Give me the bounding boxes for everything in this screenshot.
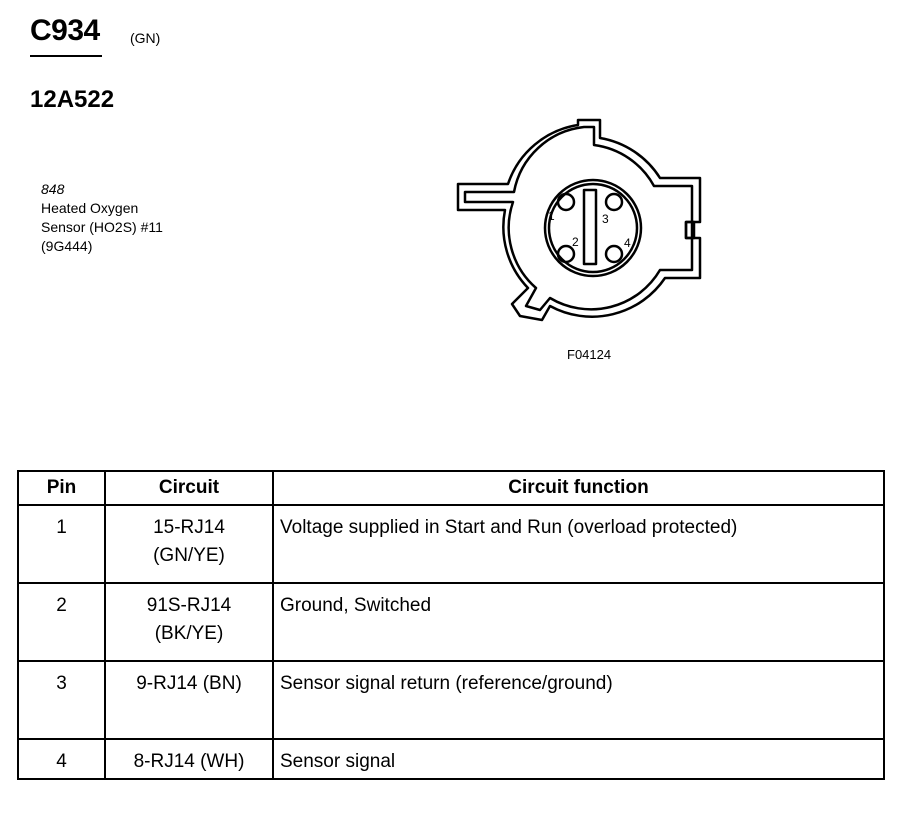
function-cell: Sensor signal return (reference/ground)	[273, 661, 884, 739]
pin-1	[558, 194, 574, 210]
connector-face-diagram	[450, 110, 710, 340]
table-row	[18, 661, 884, 739]
connector-color: (GN)	[130, 30, 161, 46]
part-number: 12A522	[30, 86, 115, 113]
circuit-cell	[105, 661, 273, 739]
pin-cell: 3	[18, 661, 105, 739]
function-cell: Ground, Switched	[273, 583, 884, 661]
component-name-line1: Heated Oxygen	[41, 200, 139, 216]
pin-label-3: 3	[602, 212, 609, 226]
circuit-id: 9-RJ14 (BN)	[136, 673, 242, 694]
pin-cavity-ring-inner	[549, 184, 637, 272]
pin-cell: 2	[18, 583, 105, 661]
function-cell: Voltage supplied in Start and Run (overload protected)	[273, 505, 884, 583]
pin-4	[606, 246, 622, 262]
table-row	[18, 739, 884, 779]
circuit-cell	[105, 739, 273, 779]
circuit-id: 15-RJ14	[153, 517, 225, 538]
pin-label-4: 4	[624, 236, 631, 250]
table-header-row	[18, 471, 884, 505]
pin-cell: 4	[18, 739, 105, 779]
function-cell: Sensor signal	[273, 739, 884, 779]
circuit-cell	[105, 583, 273, 661]
header-pin: Pin	[18, 471, 105, 505]
pin-cavity-ring	[545, 180, 641, 276]
connector-housing-outline	[458, 120, 700, 320]
header-circuit-function: Circuit function	[273, 471, 884, 505]
connector-inner-outline	[465, 127, 692, 310]
component-label	[41, 180, 163, 256]
pin-label-2: 2	[572, 235, 579, 249]
center-key-slot	[584, 190, 596, 264]
table-row	[18, 583, 884, 661]
pin-3	[606, 194, 622, 210]
pin-label-1: 1	[548, 209, 555, 223]
header-circuit: Circuit	[105, 471, 273, 505]
table-row	[18, 505, 884, 583]
figure-id: F04124	[567, 347, 612, 362]
pin-cell: 1	[18, 505, 105, 583]
component-name-line2: Sensor (HO2S) #11	[41, 219, 163, 235]
component-number: 848	[41, 181, 65, 197]
title-underline	[30, 55, 102, 57]
circuit-color: (GN/YE)	[153, 545, 225, 566]
circuit-color: (BK/YE)	[154, 623, 224, 644]
connector-id: C934	[30, 14, 100, 47]
pin-table	[17, 470, 885, 780]
circuit-cell	[105, 505, 273, 583]
circuit-id: 91S-RJ14	[146, 595, 232, 616]
circuit-id: 8-RJ14 (WH)	[133, 751, 245, 772]
component-code: (9G444)	[41, 238, 93, 254]
side-latch	[686, 222, 694, 238]
